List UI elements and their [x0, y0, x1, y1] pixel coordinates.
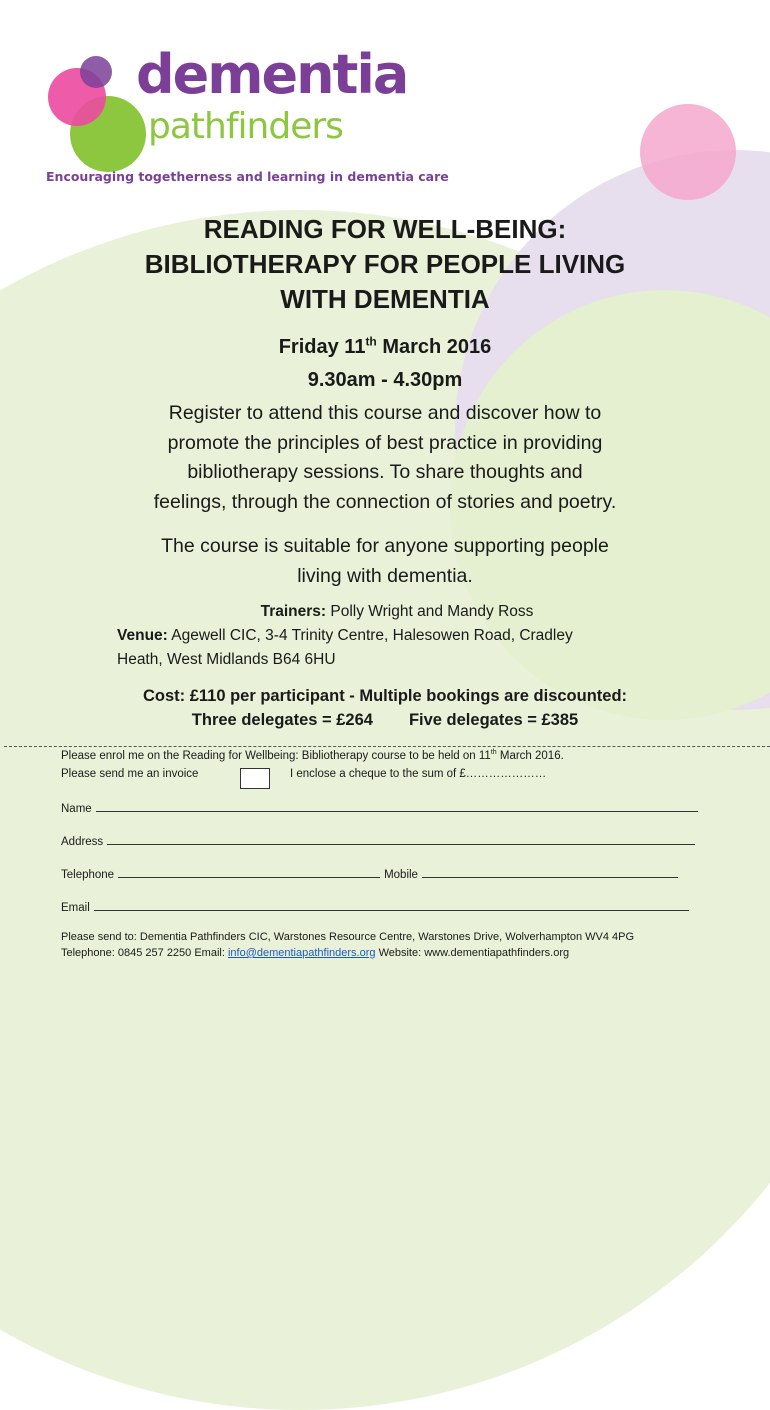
contact-email-link[interactable]: info@dementiapathfinders.org: [227, 947, 376, 959]
cheque-label: I enclose a cheque to the sum of £…………………: [290, 768, 547, 780]
suitability-line-1: The course is suitable for anyone supporting people: [161, 535, 609, 557]
address-row: [61, 834, 695, 848]
cost-line: Cost: £110 per participant - Multiple bookings are discounted:: [142, 687, 628, 705]
description-line-4: feelings, through the connection of stories and poetry.: [153, 490, 617, 513]
enrol-statement: [61, 750, 564, 762]
name-field[interactable]: [96, 801, 698, 812]
invoice-label: Please send me an invoice: [61, 768, 199, 780]
date-ordinal: th: [365, 334, 377, 349]
tear-off-divider: [4, 746, 770, 747]
telephone-field[interactable]: [118, 867, 380, 878]
send-to-address: Please send to: Dementia Pathfinders CIC, Warstones Resource Centre, Warstones Drive, Wolverhampton WV4 4PG: [61, 931, 635, 943]
title-line-1: READING FOR WELL-BEING:: [203, 214, 567, 244]
email-label: Email: [61, 902, 90, 914]
mobile-label: Mobile: [384, 869, 418, 881]
title-line-3: WITH DEMENTIA: [280, 284, 490, 314]
date-month-year: March 2016: [376, 336, 492, 358]
enrol-ordinal: th: [490, 749, 497, 757]
address-label: Address: [61, 836, 104, 848]
discount-five-delegates: Five delegates = £385: [408, 711, 579, 729]
telephone-row: [61, 867, 678, 881]
email-row: [61, 900, 689, 914]
course-details: [117, 600, 697, 672]
logo-word-pathfinders: pathfinders: [148, 106, 343, 147]
trainers: [117, 600, 697, 624]
enrol-text: Please enrol me on the Reading for Wellbeing: Bibliotherapy course to be held on 11: [61, 750, 491, 762]
course-suitability: [60, 531, 710, 591]
name-label: Name: [61, 803, 92, 815]
trainers-value: Polly Wright and Mandy Ross: [326, 603, 534, 620]
mobile-field[interactable]: [422, 867, 678, 878]
contact-line: [61, 947, 569, 959]
invoice-checkbox[interactable]: [240, 768, 270, 789]
venue-label: Venue:: [117, 627, 168, 644]
logo-tagline: Encouraging togetherness and learning in dementia care: [46, 169, 449, 184]
suitability-line-2: living with dementia.: [297, 565, 473, 587]
date-day: Friday 11: [278, 336, 366, 358]
title-line-2: BIBLIOTHERAPY FOR PEOPLE LIVING: [144, 249, 626, 279]
trainers-label: Trainers:: [260, 603, 327, 620]
course-time: 9.30am - 4.30pm: [307, 369, 463, 391]
email-field[interactable]: [94, 900, 689, 911]
course-date: [60, 332, 710, 362]
venue-value-line-2: Heath, West Midlands B64 6HU: [117, 651, 336, 668]
description-line-2: promote the principles of best practice in providing: [167, 431, 603, 454]
contact-website: Website: www.dementiapathfinders.org: [375, 947, 570, 959]
name-row: [61, 801, 698, 815]
discount-line: [60, 708, 710, 732]
logo-word-dementia: dementia: [136, 43, 408, 106]
venue: [117, 624, 697, 648]
contact-telephone: Telephone: 0845 257 2250 Email:: [61, 947, 228, 959]
background-pink-circle: [640, 104, 736, 200]
course-description: [60, 399, 710, 517]
description-line-3: bibliotherapy sessions. To share thoughts and: [187, 461, 583, 483]
venue-value-line-1: Agewell CIC, 3-4 Trinity Centre, Halesowen Road, Cradley: [167, 627, 573, 644]
course-title: [60, 212, 710, 317]
discount-three-delegates: Three delegates = £264: [191, 711, 373, 729]
logo-purple-circle: [80, 56, 112, 88]
dementia-pathfinders-logo: [46, 43, 426, 164]
enrol-month-year: March 2016.: [496, 750, 564, 762]
description-line-1: Register to attend this course and discover how to: [168, 402, 602, 424]
address-field[interactable]: [107, 834, 695, 845]
telephone-label: Telephone: [61, 869, 115, 881]
course-cost: [60, 684, 710, 732]
